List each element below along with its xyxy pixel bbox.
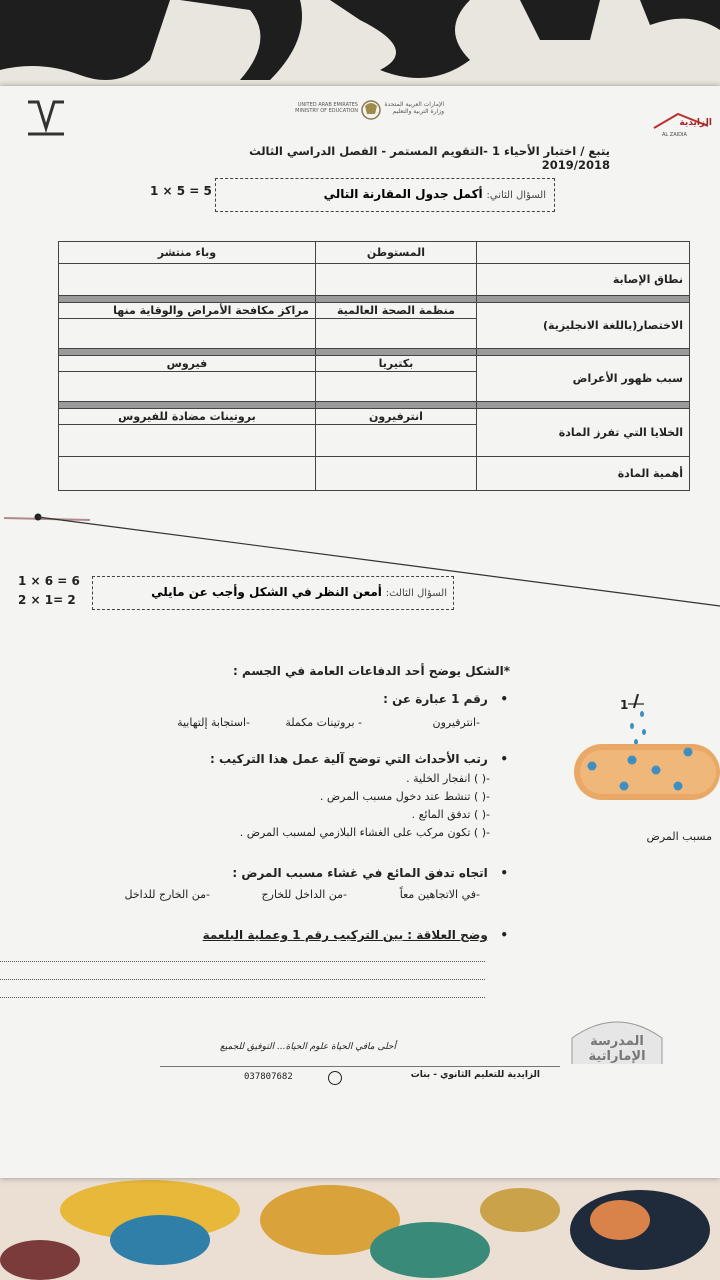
- school-logo-bottom-text: المدرسة الإماراتية: [588, 1034, 646, 1064]
- complement-protein-dot: [630, 723, 634, 729]
- table-row: [59, 457, 690, 491]
- table-row: [59, 303, 690, 319]
- answer-cell[interactable]: [59, 319, 316, 349]
- q3-title: أمعن النظر في الشكل وأجب عن مايلي: [151, 585, 382, 599]
- table-separator: [59, 296, 690, 303]
- q3-header-text: [97, 585, 447, 599]
- cell-interferon: انترفيرون: [315, 409, 476, 425]
- footer-motto: أحلى مافي الحياة علوم الحياة... التوفيق للجميع: [219, 1042, 396, 1052]
- q3-item1-option[interactable]: -استجابة إلتهابية: [177, 716, 250, 729]
- complement-protein-dot: [628, 756, 637, 765]
- answer-cell[interactable]: [59, 372, 316, 402]
- background-fabric: [0, 1170, 720, 1280]
- answer-cell[interactable]: [315, 425, 476, 457]
- q3-item2-question: [200, 752, 508, 766]
- q3-item2-step[interactable]: -( ) تكون مركب على الغشاء البلازمي لمسبب المرض .: [239, 826, 490, 839]
- footer-line: [160, 1066, 560, 1067]
- table-corner-cell: [477, 242, 690, 264]
- row-label-abbreviation: الاختصار(باللغة الانجليزية): [477, 303, 690, 349]
- table-separator: [59, 402, 690, 409]
- row-label-secreting-cells: الخلايا التي تفرز المادة: [477, 409, 690, 457]
- q3-item4-question: [200, 928, 508, 942]
- school-logo-bottom: [562, 1016, 672, 1066]
- answer-cell[interactable]: [315, 372, 476, 402]
- ministry-en-line-1: UNITED ARAB EMIRATES: [297, 102, 358, 108]
- q3-item3-option[interactable]: -في الاتجاهين معاً: [399, 888, 480, 901]
- q3-item3-text: اتجاه تدفق المائع في غشاء مسبب المرض :: [232, 866, 488, 880]
- ministry-logo: [24, 98, 68, 140]
- q3-item2-step[interactable]: -( ) تنشط عند دخول مسبب المرض .: [319, 790, 490, 803]
- bullet-icon: •: [487, 866, 508, 880]
- school-logo-sub: AL ZAIDIA: [662, 132, 687, 138]
- bullet-icon: •: [487, 752, 508, 766]
- school-logo-right: [648, 108, 714, 140]
- answer-cell[interactable]: [315, 319, 476, 349]
- answer-cell[interactable]: [315, 264, 476, 296]
- complement-protein-dot: [674, 782, 683, 791]
- phone-number: 037807682: [244, 1072, 293, 1082]
- complement-protein-dot: [684, 748, 693, 757]
- answer-line[interactable]: [0, 961, 485, 962]
- bullet-icon: •: [487, 692, 508, 706]
- cell-who: منظمة الصحة العالمية: [315, 303, 476, 319]
- q2-score: 1 × 5 = 5: [150, 184, 212, 198]
- answer-line[interactable]: [0, 997, 485, 998]
- table-separator: [59, 349, 690, 356]
- exam-title: يتبع / اختبار الأحياء 1 -التقويم المستمر - الفصل الدراسي الثالث 2019/2018: [249, 144, 610, 172]
- complement-protein-dot: [588, 762, 597, 771]
- q3-header-box: [92, 576, 454, 610]
- ministry-ar-line-2: وزارة التربية والتعليم: [392, 108, 444, 115]
- q3-item1-question: [300, 692, 508, 706]
- answer-cell[interactable]: [59, 457, 316, 491]
- q3-item2-step[interactable]: -( ) انفجار الخلية .: [406, 772, 490, 785]
- bullet-icon: •: [487, 928, 508, 942]
- q3-intro: *الشكل يوضح أحد الدفاعات العامة في الجسم :: [233, 664, 510, 678]
- q3-item3-question: [220, 866, 508, 880]
- ministry-ar-line-1: الإمارات العربية المتحدة: [384, 101, 444, 108]
- q2-header-box: [215, 178, 555, 212]
- table-row: [59, 409, 690, 425]
- q3-label: السؤال الثالث:: [385, 588, 447, 599]
- complement-protein-dot: [652, 766, 661, 775]
- q2-header-text: [226, 187, 546, 201]
- q3-item3-option[interactable]: -من الخارج للداخل: [124, 888, 210, 901]
- phone-icon: [328, 1070, 342, 1089]
- school-logo-text: الزايدية: [679, 118, 712, 128]
- answer-cell[interactable]: [59, 425, 316, 457]
- table-row: [59, 356, 690, 372]
- q3-item1-option[interactable]: - بروتينات مكملة: [285, 716, 362, 729]
- ministry-en-line-2: MINISTRY OF EDUCATION: [295, 108, 358, 114]
- cell-antiviral-proteins: بروتينات مضادة للفيروس: [59, 409, 316, 425]
- q3-item4-text: وضح العلاقة : بين التركيب رقم 1 وعملية البلعمة: [202, 928, 488, 942]
- school-name: الزايدية للتعليم الثانوي - بنات: [410, 1070, 540, 1080]
- q2-label: السؤال الثاني:: [486, 190, 546, 201]
- background-top: [0, 0, 720, 90]
- q3-item1-text: رقم 1 عبارة عن :: [383, 692, 488, 706]
- q3-item1-option[interactable]: -انترفيرون: [432, 716, 480, 729]
- figure-caption: مسبب المرض: [646, 830, 712, 843]
- row-label-importance: أهمية المادة: [477, 457, 690, 491]
- uae-emblem-icon: [360, 98, 382, 122]
- answer-cell[interactable]: [315, 457, 476, 491]
- q3-score-1: 1 × 6 = 6: [18, 574, 80, 588]
- figure-number: 1: [620, 698, 629, 712]
- table-row: [59, 264, 690, 296]
- cell-virus: فيروس: [59, 356, 316, 372]
- cell-cdc: مراكز مكافحة الأمراض والوقاية منها: [59, 303, 316, 319]
- q3-item2-step[interactable]: -( ) تدفق المائع .: [411, 808, 490, 821]
- answer-cell[interactable]: [59, 264, 316, 296]
- comparison-table: [58, 241, 690, 491]
- table-header-row: [59, 242, 690, 264]
- q3-item3-option[interactable]: -من الداخل للخارج: [261, 888, 347, 901]
- q2-title: أكمل جدول المقارنة التالي: [323, 187, 483, 201]
- q3-score-2: 2 × 1= 2: [18, 593, 76, 607]
- ministry-name-ar: [384, 101, 444, 115]
- col-header-endemic: المستوطن: [315, 242, 476, 264]
- row-label-symptoms-cause: سبب ظهور الأعراض: [477, 356, 690, 402]
- complement-protein-dot: [642, 729, 646, 735]
- col-header-epidemic: وباء منتشر: [59, 242, 316, 264]
- answer-line[interactable]: [0, 979, 485, 980]
- cell-bacteria: بكتيريا: [315, 356, 476, 372]
- exam-paper: [0, 86, 720, 1178]
- complement-protein-dot: [620, 782, 629, 791]
- pathogen-figure: [570, 694, 720, 814]
- ministry-name-en: [288, 102, 358, 114]
- complement-protein-dot: [640, 711, 644, 717]
- q3-item2-text: رتب الأحداث التي توضح آلية عمل هذا التركيب :: [210, 752, 488, 766]
- row-label-infection-range: نطاق الإصابة: [477, 264, 690, 296]
